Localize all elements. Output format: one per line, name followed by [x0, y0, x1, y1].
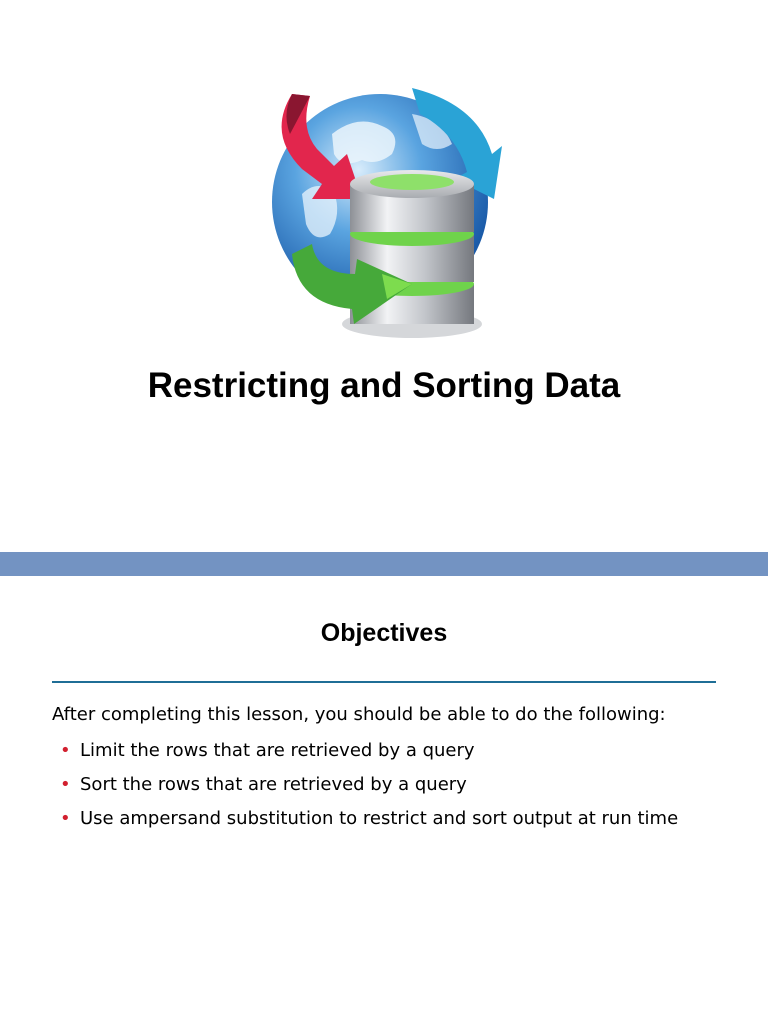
list-item [60, 802, 678, 836]
slide-title: Restricting and Sorting Data [147, 366, 621, 405]
bullet-icon: • [60, 774, 71, 795]
objectives-slide [0, 576, 768, 1024]
list-item-text: Limit the rows that are retrieved by a query [80, 740, 475, 761]
intro-text: After completing this lesson, you should be able to do the following: [52, 704, 666, 725]
slide-title: Objectives [320, 619, 448, 647]
list-item [60, 768, 678, 802]
objective-list [60, 734, 678, 836]
list-item [60, 734, 678, 768]
title-rule [52, 681, 716, 683]
list-item-text: Use ampersand substitution to restrict and sort output at run time [80, 808, 679, 829]
globe-database-arrows-icon [262, 74, 512, 344]
bullet-icon: • [60, 808, 71, 829]
bullet-icon: • [60, 740, 71, 761]
slide-divider [0, 552, 768, 576]
list-item-text: Sort the rows that are retrieved by a query [80, 774, 467, 795]
